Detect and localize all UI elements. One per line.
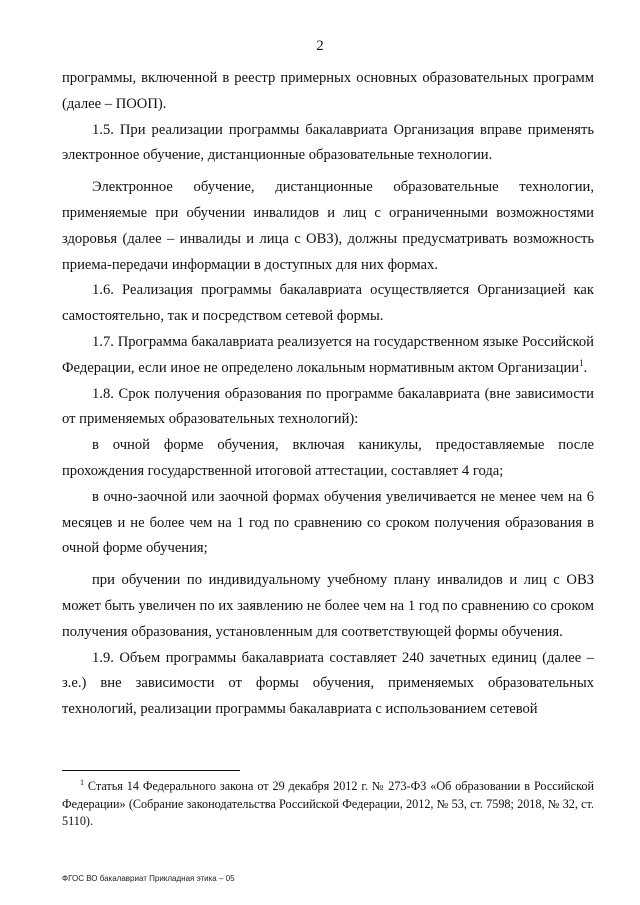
paragraph-full-time-duration: в очной форме обучения, включая каникулы, предоставляемые после прохождения государственной итоговой аттестации, составляет 4 года; <box>62 437 594 479</box>
paragraph-1-7-text: 1.7. Программа бакалавриата реализуется на государственном языке Российской Федерации, если иное не определено локальным нормативным актом Организации <box>62 333 594 376</box>
paragraph-distance-learning-ovz: Электронное обучение, дистанционные образовательные технологии, применяемые при обучении инвалидов и лиц с ограниченными возможностями здоровья (далее – инвалиды и лица с ОВЗ), должны предусматривать возможность приема-передачи информации в доступных для них формах. <box>62 179 594 273</box>
paragraph-part-time-duration: в очно-заочной или заочной формах обучения увеличивается не менее чем на 6 месяцев и не более чем на 1 год по сравнению со сроком получения образования в очной форме обучения; <box>62 488 594 557</box>
paragraph-continuation-poop: программы, включенной в реестр примерных основных образовательных программ (далее – ПООП). <box>62 70 594 112</box>
paragraph-1-8: 1.8. Срок получения образования по программе бакалавриата (вне зависимости от применяемых образовательных технологий): <box>62 385 594 428</box>
footnote <box>62 778 594 831</box>
page-number: 2 <box>316 38 324 54</box>
paragraph-1-7 <box>62 330 594 382</box>
document-body <box>62 66 594 723</box>
paragraph-1-9: 1.9. Объем программы бакалавриата составляет 240 зачетных единиц (далее – з.е.) вне зависимости от формы обучения, применяемых образовательных технологий, реализации программы бакалавриата с использованием сетевой <box>62 649 594 718</box>
footnote-reference-marker: 1 <box>579 357 584 368</box>
paragraph-1-7-tail: . <box>583 359 588 376</box>
document-footer: ФГОС ВО бакалавриат Прикладная этика – 05 <box>62 874 235 883</box>
paragraph-individual-plan-duration: при обучении по индивидуальному учебному плану инвалидов и лиц с ОВЗ может быть увеличен по их заявлению не более чем на 1 год по сравнению со сроком получения образования, установленным для соответствующей формы обучения. <box>62 572 594 640</box>
paragraph-1-6: 1.6. Реализация программы бакалавриата осуществляется Организацией как самостоятельно, так и посредством сетевой формы. <box>62 282 594 325</box>
footnote-separator <box>62 770 240 771</box>
footnote-marker: 1 <box>80 777 84 787</box>
paragraph-1-5: 1.5. При реализации программы бакалавриата Организация вправе применять электронное обучение, дистанционные образовательные технологии. <box>62 121 594 164</box>
footnote-text: Статья 14 Федерального закона от 29 декабря 2012 г. № 273-ФЗ «Об образовании в Российской Федерации» (Собрание законодательства Российской Федерации, 2012, № 53, ст. 7598; 2018, № 32, ст. 5110). <box>62 779 595 829</box>
